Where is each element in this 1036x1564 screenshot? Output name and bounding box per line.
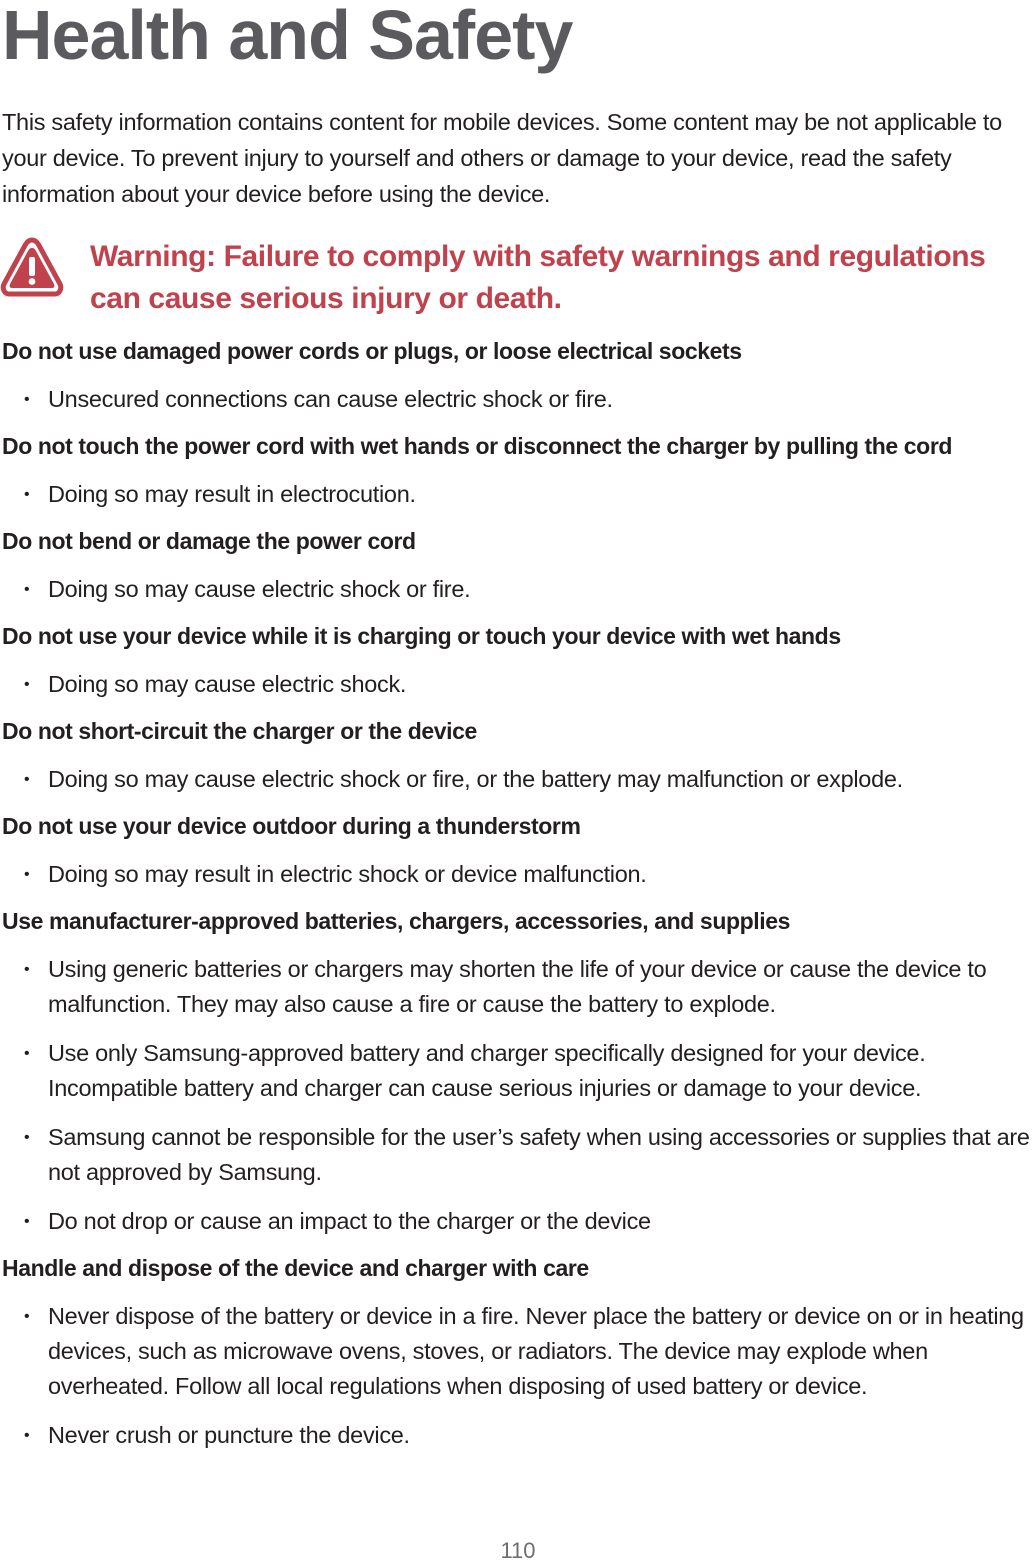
bullet-list [0, 762, 1036, 797]
bullet-list [0, 572, 1036, 607]
list-item [0, 1204, 1034, 1239]
page-number: 110 [500, 1538, 536, 1563]
bullet-dot-icon: • [24, 771, 30, 788]
safety-sections [0, 334, 1036, 1465]
bullet-text: Doing so may cause electric shock or fire. [48, 576, 471, 602]
safety-section [0, 524, 1036, 607]
warning-callout [0, 236, 1030, 320]
section-heading: Do not use damaged power cords or plugs, or loose electrical sockets [2, 338, 742, 364]
bullet-list [0, 382, 1036, 417]
safety-section [0, 334, 1036, 417]
list-item [0, 1120, 1034, 1190]
bullet-dot-icon: • [24, 676, 30, 693]
bullet-text: Samsung cannot be responsible for the user’s safety when using accessories or supplies that are not approved by Samsung. [48, 1124, 1030, 1185]
bullet-list [0, 477, 1036, 512]
bullet-dot-icon: • [24, 1308, 30, 1325]
bullet-dot-icon: • [24, 486, 30, 503]
page-title: Health and Safety [2, 0, 573, 74]
bullet-text: Doing so may cause electric shock. [48, 671, 407, 697]
warning-triangle-icon [0, 236, 64, 298]
bullet-text: Unsecured connections can cause electric shock or fire. [48, 386, 613, 412]
list-item [0, 572, 1034, 607]
safety-section [0, 904, 1036, 1239]
intro-paragraph: This safety information contains content for mobile devices. Some content may be not applicable to your device. To prevent injury to yourself and others or damage to your device, read the safety information about your device before using the device. [2, 109, 1002, 207]
list-item [0, 667, 1034, 702]
bullet-text: Use only Samsung-approved battery and charger specifically designed for your device. Incompatible battery and charger can cause serious injuries or damage to your device. [48, 1040, 926, 1101]
section-heading: Do not use your device while it is charging or touch your device with wet hands [2, 623, 841, 649]
bullet-dot-icon: • [24, 1213, 30, 1230]
bullet-text: Doing so may cause electric shock or fire, or the battery may malfunction or explode. [48, 766, 903, 792]
warning-text: Warning: Failure to comply with safety warnings and regulations can cause serious injury or death. [90, 240, 986, 315]
list-item [0, 1299, 1034, 1404]
list-item [0, 857, 1034, 892]
list-item [0, 952, 1034, 1022]
bullet-text: Doing so may result in electrocution. [48, 481, 416, 507]
bullet-dot-icon: • [24, 866, 30, 883]
bullet-text: Never crush or puncture the device. [48, 1422, 410, 1448]
list-item [0, 477, 1034, 512]
safety-section [0, 714, 1036, 797]
bullet-text: Using generic batteries or chargers may shorten the life of your device or cause the device to malfunction. They may also cause a fire or cause the battery to explode. [48, 956, 987, 1017]
safety-section [0, 429, 1036, 512]
bullet-text: Do not drop or cause an impact to the charger or the device [48, 1208, 651, 1234]
bullet-dot-icon: • [24, 581, 30, 598]
section-heading: Do not use your device outdoor during a thunderstorm [2, 813, 581, 839]
list-item [0, 1036, 1034, 1106]
section-heading: Handle and dispose of the device and charger with care [2, 1255, 589, 1281]
bullet-dot-icon: • [24, 391, 30, 408]
bullet-list [0, 1299, 1036, 1453]
bullet-dot-icon: • [24, 1427, 30, 1444]
safety-section [0, 619, 1036, 702]
safety-section [0, 1251, 1036, 1453]
bullet-list [0, 857, 1036, 892]
bullet-text: Never dispose of the battery or device in a fire. Never place the battery or device on or in heating devices, such as microwave ovens, stoves, or radiators. The device may explode when overheated. Follow all local regulations when disposing of used battery or device. [48, 1303, 1024, 1399]
section-heading: Do not bend or damage the power cord [2, 528, 416, 554]
section-heading: Use manufacturer-approved batteries, chargers, accessories, and supplies [2, 908, 791, 934]
bullet-dot-icon: • [24, 961, 30, 978]
list-item [0, 1418, 1034, 1453]
section-heading: Do not short-circuit the charger or the device [2, 718, 477, 744]
section-heading: Do not touch the power cord with wet hands or disconnect the charger by pulling the cord [2, 433, 953, 459]
bullet-list [0, 952, 1036, 1239]
bullet-list [0, 667, 1036, 702]
safety-section [0, 809, 1036, 892]
bullet-text: Doing so may result in electric shock or device malfunction. [48, 861, 647, 887]
bullet-dot-icon: • [24, 1045, 30, 1062]
list-item [0, 762, 1034, 797]
list-item [0, 382, 1034, 417]
bullet-dot-icon: • [24, 1129, 30, 1146]
